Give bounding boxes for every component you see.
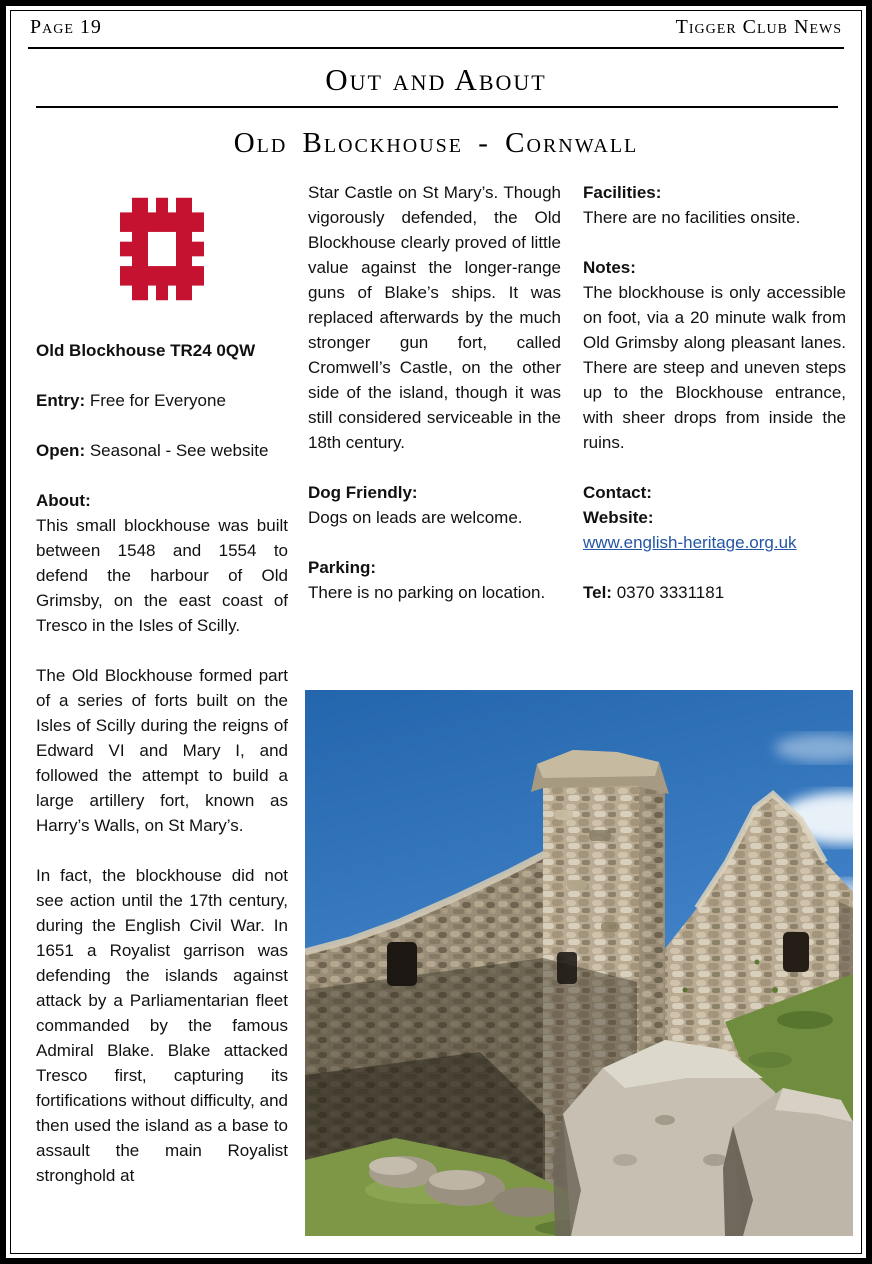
column-middle bbox=[308, 180, 561, 605]
dog-friendly-label: Dog Friendly: bbox=[308, 483, 418, 502]
about-paragraph-3: In fact, the blockhouse did not see action until the 17th century, during the English Civil War. In 1651 a Royalist garrison was defending the islands against attack by a Parliamentarian fleet commanded by the famous Admiral Blake. Blake attacked Tresco first, capturing its fortifications without difficulty, and then used the island as a base to assault the main Royalist stronghold at bbox=[36, 866, 288, 1185]
blockhouse-photo bbox=[305, 690, 853, 1236]
parking-text: There is no parking on location. bbox=[308, 583, 546, 602]
open-value: Seasonal - See website bbox=[85, 441, 269, 460]
section-title-rule bbox=[36, 106, 838, 108]
section-title: Out and About bbox=[325, 62, 547, 97]
address-line: Old Blockhouse TR24 0QW bbox=[36, 341, 256, 360]
column-left bbox=[36, 182, 288, 1188]
facilities-label: Facilities: bbox=[583, 183, 662, 202]
header-rule bbox=[28, 47, 844, 49]
notes-label: Notes: bbox=[583, 258, 636, 277]
facilities-text: There are no facilities onsite. bbox=[583, 208, 801, 227]
open-label: Open: bbox=[36, 441, 86, 460]
english-heritage-logo bbox=[36, 188, 288, 310]
article-title: Old Blockhouse - Cornwall bbox=[233, 127, 639, 159]
about-paragraph-1: This small blockhouse was built between 1548 and 1554 to defend the harbour of Old Grimsby, on the east coast of Tresco in the Isles of Scilly. bbox=[36, 516, 288, 635]
entry-label: Entry: bbox=[36, 391, 86, 410]
tel-label: Tel: bbox=[583, 583, 612, 602]
dog-friendly-text: Dogs on leads are welcome. bbox=[308, 508, 523, 527]
column-right bbox=[583, 180, 846, 605]
english-heritage-logo-shape bbox=[120, 198, 204, 300]
tel-value: 0370 3331181 bbox=[611, 583, 725, 602]
parking-label: Parking: bbox=[308, 558, 377, 577]
about-paragraph-2: The Old Blockhouse formed part of a series of forts built on the Isles of Scilly during the reigns of Edward VI and Mary I, and followed the attempt to build a large artillery fort, known as Harry’s Walls, on St Mary’s. bbox=[36, 666, 288, 835]
entry-line bbox=[36, 388, 288, 413]
website-label: Website: bbox=[583, 508, 654, 527]
entry-value: Free for Everyone bbox=[85, 391, 226, 410]
page-number-label: Page 19 bbox=[30, 16, 102, 38]
page-header bbox=[30, 16, 842, 39]
open-line bbox=[36, 438, 288, 463]
history-paragraph: Star Castle on St Mary’s. Though vigorously defended, the Old Blockhouse clearly proved of little value against the longer-range guns of Blake’s ships. It was replaced afterwards by the much stronger gun fort, called Cromwell’s Castle, on the other side of the island, though it was still considered serviceable in the 18th century. bbox=[308, 183, 561, 452]
tel-line bbox=[583, 580, 846, 605]
notes-text: The blockhouse is only accessible on foot, via a 20 minute walk from Old Grimsby along pleasant lanes. There are steep and uneven steps up to the Blockhouse entrance, with sheer drops from inside the ruins. bbox=[583, 283, 846, 452]
about-label: About: bbox=[36, 491, 91, 510]
contact-label: Contact: bbox=[583, 483, 652, 502]
website-link[interactable]: www.english-heritage.org.uk bbox=[583, 533, 797, 552]
masthead-title: Tigger Club News bbox=[675, 16, 842, 38]
